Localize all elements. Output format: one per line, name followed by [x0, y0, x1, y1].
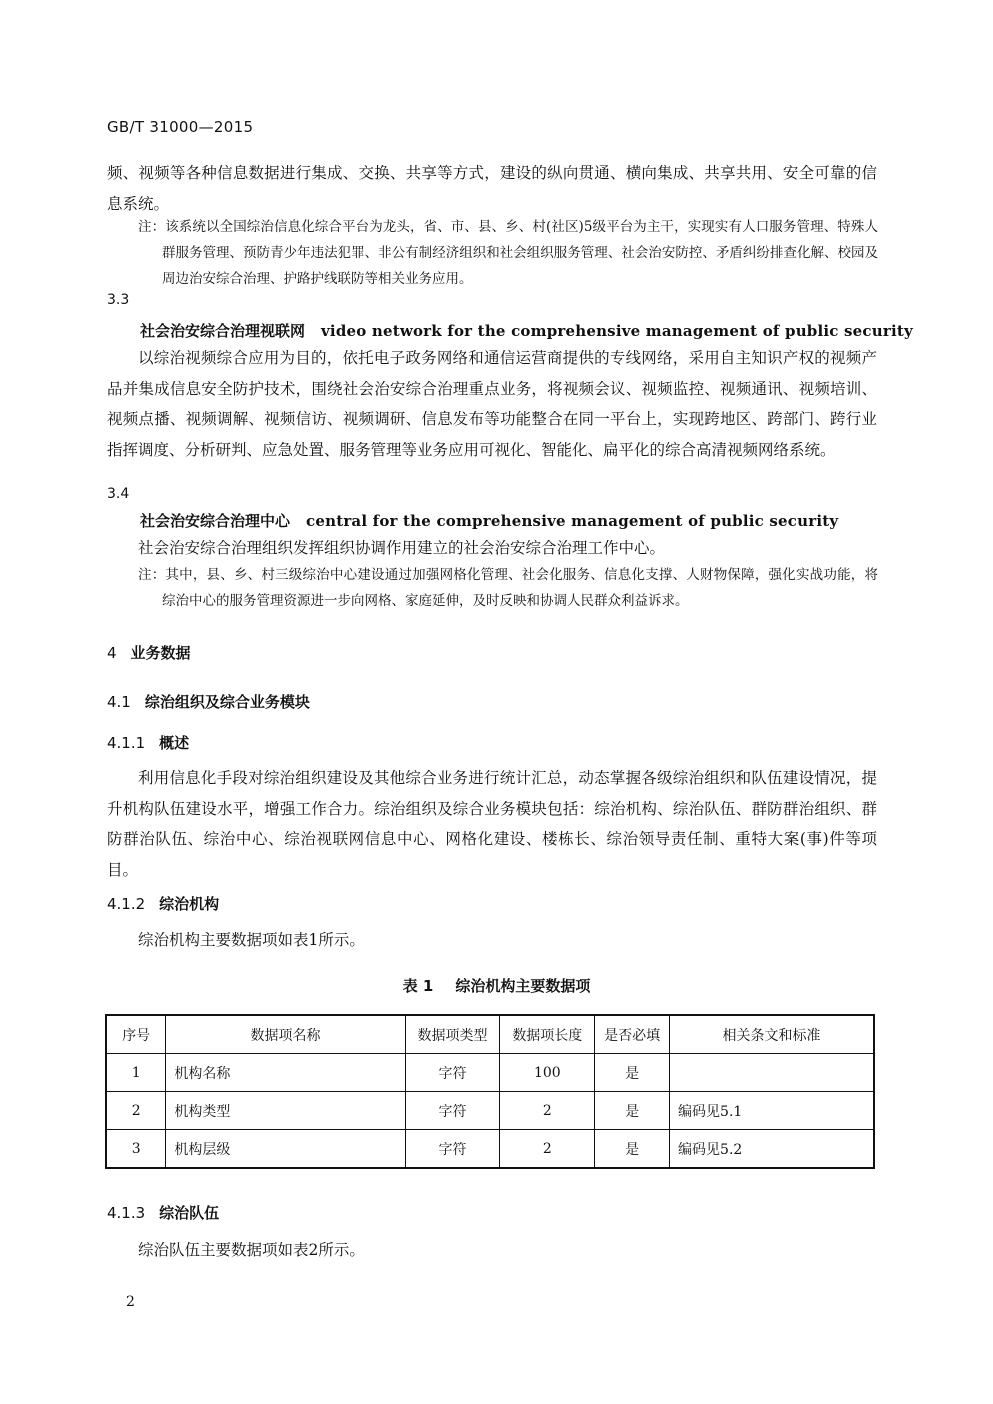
section-number: 4.1.3	[107, 1204, 146, 1222]
table-title: 综治机构主要数据项	[455, 977, 591, 995]
term-cn: 社会治安综合治理中心	[140, 512, 291, 530]
section-heading-4	[107, 642, 191, 663]
section-title: 概述	[159, 734, 190, 752]
section-heading-4-1-3	[107, 1202, 219, 1223]
table-row	[106, 1054, 874, 1092]
cell-item-type: 字符	[405, 1054, 500, 1092]
table-caption	[0, 975, 993, 996]
section-title: 综治机构	[159, 895, 220, 913]
cell-required: 是	[595, 1054, 670, 1092]
cell-item-name: 机构类型	[166, 1092, 405, 1130]
table-reference-paragraph: 综治队伍主要数据项如表2所示。	[138, 1241, 365, 1259]
note-platform: 注：该系统以全国综治信息化综合平台为龙头，省、市、县、乡、村(社区)5级平台为主干，实现实有人口服务管理、特殊人群服务管理、预防青少年违法犯罪、非公有制经济组织和社会组织服务管理、社会治安防控、矛盾纠纷排查化解、校园及周边治安综合治理、护路护线联防等相关业务应用。	[138, 219, 878, 287]
term-en: central for the comprehensive management of public security	[306, 512, 839, 530]
standard-code-header: GB/T 31000—2015	[107, 118, 254, 136]
cell-item-name: 机构层级	[166, 1130, 405, 1169]
header-cell: 序号	[106, 1015, 166, 1054]
cell-index: 1	[106, 1054, 166, 1092]
paragraph-continued: 频、视频等各种信息数据进行集成、交换、共享等方式，建设的纵向贯通、横向集成、共享共用、安全可靠的信息系统。	[107, 164, 877, 213]
cell-reference	[670, 1054, 874, 1092]
table-row	[106, 1092, 874, 1130]
term-3-4-definition: 社会治安综合治理组织发挥组织协调作用建立的社会治安综合治理工作中心。	[138, 539, 666, 557]
section-title: 业务数据	[130, 644, 191, 662]
cell-index: 3	[106, 1130, 166, 1169]
data-items-table	[105, 1014, 875, 1169]
term-cn: 社会治安综合治理视联网	[140, 322, 306, 340]
section-heading-4-1	[107, 691, 310, 712]
overview-paragraph: 利用信息化手段对综治组织建设及其他综合业务进行统计汇总，动态掌握各级综治组织和队伍建设情况，提升机构队伍建设水平，增强工作合力。综治组织及综合业务模块包括：综治机构、综治队伍、群防群治组织、群防群治队伍、综治中心、综治视联网信息中心、网格化建设、楼栋长、综治领导责任制、重特大案(事)件等项目。	[107, 769, 877, 879]
term-en: video network for the comprehensive management of public security	[321, 322, 913, 340]
cell-item-length: 2	[500, 1130, 595, 1169]
cell-index: 2	[106, 1092, 166, 1130]
term-number-3-3: 3.3	[107, 292, 130, 308]
term-3-4	[140, 510, 838, 531]
table-header-row	[106, 1015, 874, 1054]
section-number: 4	[107, 644, 117, 662]
note-center: 注：其中，县、乡、村三级综治中心建设通过加强网格化管理、社会化服务、信息化支撑、人财物保障，强化实战功能，将综治中心的服务管理资源进一步向网格、家庭延伸，及时反映和协调人民群众利益诉求。	[138, 567, 878, 609]
cell-reference: 编码见5.2	[670, 1130, 874, 1169]
term-number-3-4: 3.4	[107, 486, 130, 502]
term-3-3	[140, 320, 913, 341]
header-cell: 数据项名称	[166, 1015, 405, 1054]
section-title: 综治队伍	[159, 1204, 220, 1222]
cell-item-type: 字符	[405, 1130, 500, 1169]
term-3-3-definition: 以综治视频综合应用为目的，依托电子政务网络和通信运营商提供的专线网络，采用自主知识产权的视频产品并集成信息安全防护技术，围绕社会治安综合治理重点业务，将视频会议、视频监控、视频通讯、视频培训、视频点播、视频调解、视频信访、视频调研、信息发布等功能整合在同一平台上，实现跨地区、跨部门、跨行业指挥调度、分析研判、应急处置、服务管理等业务应用可视化、智能化、扁平化的综合高清视频网络系统。	[107, 349, 877, 459]
section-heading-4-1-2	[107, 893, 219, 914]
header-cell: 数据项类型	[405, 1015, 500, 1054]
cell-item-length: 100	[500, 1054, 595, 1092]
header-cell: 数据项长度	[500, 1015, 595, 1054]
header-cell: 是否必填	[595, 1015, 670, 1054]
cell-required: 是	[595, 1092, 670, 1130]
section-number: 4.1	[107, 693, 131, 711]
page-number: 2	[126, 1294, 135, 1310]
table-reference-paragraph: 综治机构主要数据项如表1所示。	[138, 931, 365, 949]
cell-item-length: 2	[500, 1092, 595, 1130]
cell-item-type: 字符	[405, 1092, 500, 1130]
section-title: 综治组织及综合业务模块	[144, 693, 310, 711]
section-heading-4-1-1	[107, 732, 189, 753]
header-cell: 相关条文和标准	[670, 1015, 874, 1054]
cell-required: 是	[595, 1130, 670, 1169]
section-number: 4.1.1	[107, 734, 146, 752]
table-label: 表 1	[402, 977, 434, 995]
cell-reference: 编码见5.1	[670, 1092, 874, 1130]
table-row	[106, 1130, 874, 1169]
section-number: 4.1.2	[107, 895, 146, 913]
cell-item-name: 机构名称	[166, 1054, 405, 1092]
